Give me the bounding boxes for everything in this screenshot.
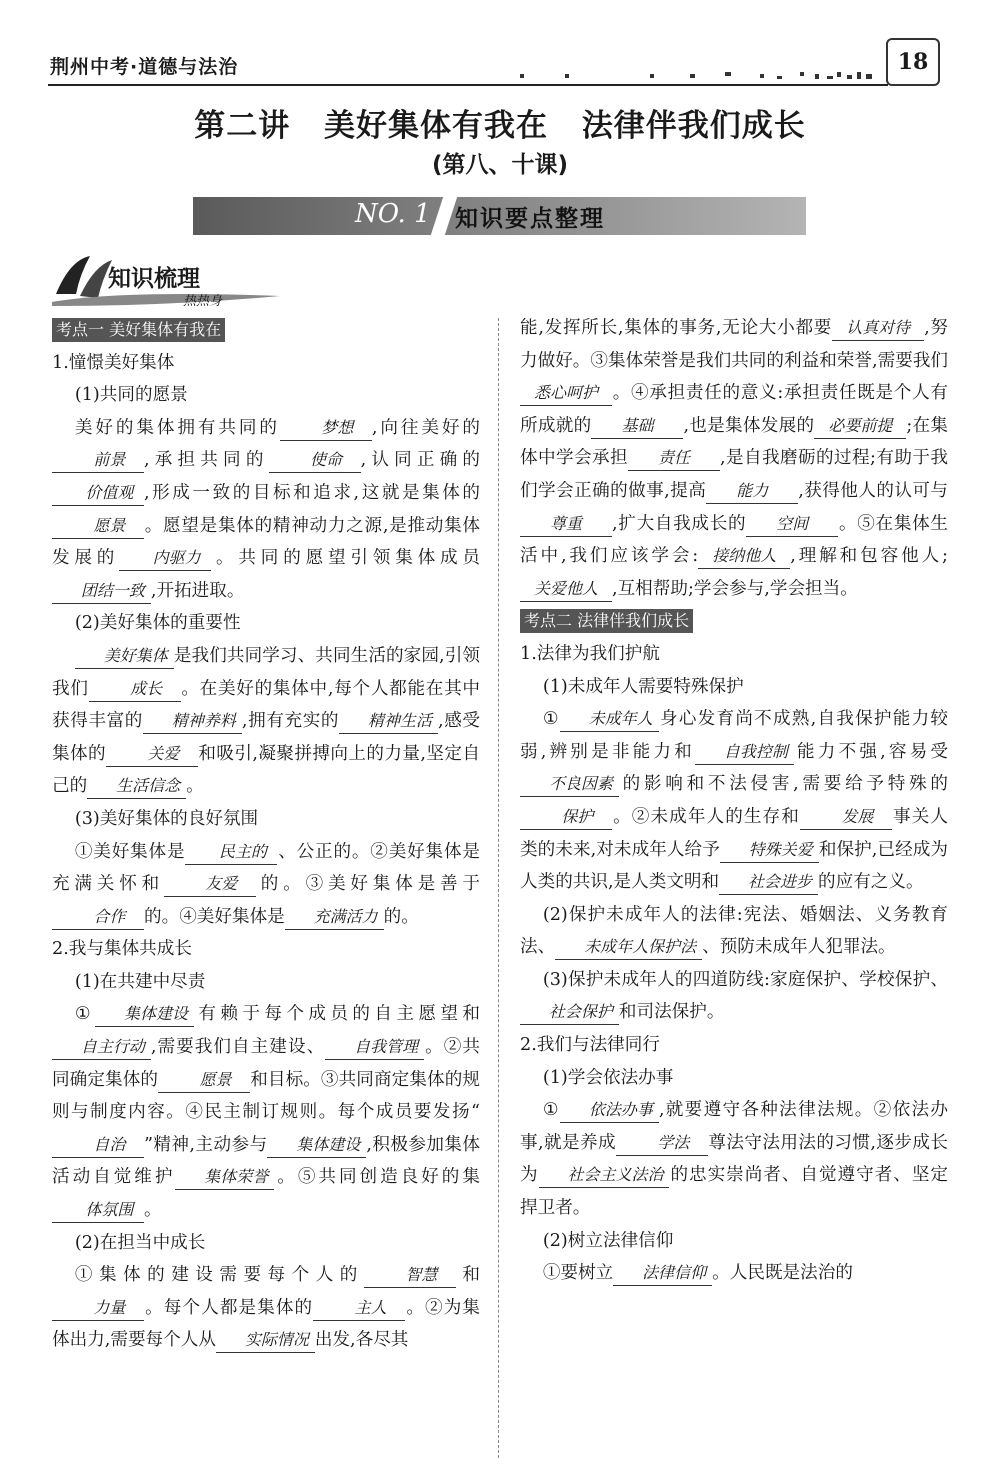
sub-heading: (1)学会依法办事: [542, 1067, 674, 1088]
answer-blank: 关爱: [106, 742, 198, 767]
topic-heading: 考点一 美好集体有我在: [52, 318, 225, 342]
answer-blank: 依法办事: [560, 1098, 659, 1123]
answer-blank: 力量: [52, 1296, 144, 1321]
answer-blank: 接纳他人: [698, 544, 790, 569]
paragraph: ① 集体建设 有赖于每个成员的自主愿望和自主行动 ,需要我们自主建设、 自我管理 。②共同确定集体的 愿景 和目标。③共同商定集体的规则与制度内容。④民主制订规则。每个成员要发扬“自治 ”精神,主动参与 集体建设 ,积极参加集体活动自觉维护 集体荣誉 。⑤共同创造良好的集体氛围 。: [52, 998, 480, 1226]
paragraph: ① 依法办事 ,就要遵守各种法律法规。②依法办事,就是养成 学法 尊法守法用法的习惯,逐步成长为 社会主义法治 的忠实崇尚者、自觉遵守者、坚定捍卫者。: [520, 1100, 948, 1219]
answer-blank: 实际情况: [216, 1328, 315, 1353]
answer-blank: 责任: [628, 446, 720, 471]
item-heading: 1.憧憬美好集体: [52, 352, 175, 373]
section-subtitle: 热热身: [183, 294, 223, 309]
answer-blank: 集体建设: [267, 1133, 366, 1158]
answer-blank: 前景: [52, 448, 144, 473]
answer-blank: 社会保护: [520, 1000, 619, 1025]
answer-blank: 自主行动: [52, 1035, 151, 1060]
paragraph: 能,发挥所长,集体的事务,无论大小都要 认真对待 ,努力做好。③集体荣誉是我们共同的利益和荣誉,需要我们悉心呵护 。④承担责任的意义:承担责任既是个人有所成就的 基础 ,也是集体发展的 必要前提 ;在集体中学会承担 责任 ,是自我磨砺的过程;有助于我们学会正确的做事,提高 能力 ,获得他人的认可与尊重 ,扩大自我成长的 空间 。⑤在集体生活中,我们应该学会: 接纳他人 ,理解和包容他人;关爱他人 ,互相帮助;学会参与,学会担当。: [520, 312, 948, 605]
answer-blank: 合作: [52, 905, 144, 930]
header-rule: [48, 84, 888, 86]
answer-blank: 不良因素: [520, 772, 619, 797]
answer-blank: 愿景: [158, 1068, 250, 1093]
answer-blank: 能力: [706, 479, 798, 504]
answer-blank: 悉心呵护: [520, 381, 612, 406]
answer-blank: 法律信仰: [613, 1261, 712, 1286]
answer-blank: 未成年人保护法: [555, 935, 702, 960]
answer-blank: 基础: [591, 414, 683, 439]
answer-blank: 成长: [89, 677, 181, 702]
answer-blank: 内驱力: [119, 546, 211, 571]
left-column: [52, 314, 480, 1357]
header-decorative-dots: [515, 66, 895, 82]
answer-blank: 保护: [520, 805, 612, 830]
answer-blank: 价值观: [52, 481, 144, 506]
answer-blank: 生活信念: [87, 774, 186, 799]
answer-blank: 未成年人: [560, 707, 659, 732]
item-heading: 2.我与集体共成长: [52, 939, 192, 960]
paragraph: 美好的集体拥有共同的 梦想 ,向往美好的前景 ,承担共同的 使命 ,认同正确的价值观 ,形成一致的目标和追求,这就是集体的愿景 。愿望是集体的精神动力之源,是推动集体发展的 内驱力 。共同的愿望引领集体成员团结一致 ,开拓进取。: [52, 412, 480, 608]
answer-blank: 关爱他人: [520, 577, 612, 602]
answer-blank: 精神养料: [143, 709, 242, 734]
answer-blank: 必要前提: [814, 414, 906, 439]
answer-blank: 美好集体: [75, 644, 174, 669]
page-number: 18: [886, 38, 940, 86]
topic-heading: 考点二 法律伴我们成长: [520, 609, 693, 633]
answer-blank: 社会主义法治: [539, 1163, 670, 1188]
answer-blank: 充满活力: [285, 905, 384, 930]
item-heading: 2.我们与法律同行: [520, 1035, 660, 1056]
sub-heading: (1)在共建中尽责: [74, 971, 206, 992]
sub-heading: (1)共同的愿景: [74, 385, 188, 406]
answer-blank: 发展: [800, 805, 892, 830]
answer-blank: 集体荣誉: [175, 1165, 274, 1190]
answer-blank: 自治: [52, 1133, 144, 1158]
answer-blank: 愿景: [52, 514, 144, 539]
answer-blank: 友爱: [164, 872, 256, 897]
answer-blank: 主人: [313, 1296, 405, 1321]
answer-blank: 梦想: [280, 416, 372, 441]
sub-heading: (1)未成年人需要特殊保护: [542, 676, 744, 697]
answer-blank: 民主的: [185, 840, 277, 865]
column-divider: [498, 318, 499, 1458]
answer-blank: 尊重: [520, 512, 612, 537]
sub-heading: (3)美好集体的良好氛围: [74, 808, 259, 829]
item-heading: 1.法律为我们护航: [520, 643, 660, 664]
sub-heading: (2)在担当中成长: [74, 1232, 206, 1253]
answer-blank: 自我管理: [325, 1035, 424, 1060]
answer-blank: 智慧: [364, 1263, 456, 1288]
answer-blank: 集体建设: [95, 1002, 194, 1027]
sub-heading: (2)美好集体的重要性: [74, 613, 241, 634]
section-title: 知识梳理: [108, 266, 200, 292]
header-series-title: 荆州中考·道德与法治: [50, 56, 239, 78]
paragraph: (3)保护未成年人的四道防线:家庭保护、学校保护、社会保护 和司法保护。: [520, 964, 948, 1029]
answer-blank: 认真对待: [832, 316, 924, 341]
answer-blank: 精神生活: [339, 709, 438, 734]
lesson-subtitle: (第八、十课): [431, 152, 569, 178]
banner-label: 知识要点整理: [455, 206, 605, 232]
paragraph: ① 未成年人 身心发育尚不成熟,自我保护能力较弱,辨别是非能力和 自我控制 能力不强,容易受不良因素 的影响和不法侵害,需要给予特殊的保护 。②未成年人的生存和 发展 事关人类的未来,对未成年人给予 特殊关爱 和保护,已经成为人类的共识,是人类文明和 社会进步 的应有之义。: [520, 703, 948, 899]
answer-blank: 社会进步: [719, 870, 818, 895]
answer-blank: 团结一致: [52, 579, 151, 604]
paragraph: ①美好集体是 民主的 、公正的。②美好集体是充满关怀和 友爱 的。③美好集体是善于合作 的。④美好集体是 充满活力 的。: [52, 836, 480, 934]
paragraph: ①集体的建设需要每个人的 智慧 和力量 。每个人都是集体的 主人 。②为集体出力,需要每个人从 实际情况 出发,各尽其: [52, 1259, 480, 1357]
banner-number: NO. 1: [355, 199, 431, 229]
answer-blank: 空间: [746, 512, 838, 537]
paragraph: (2)保护未成年人的法律:宪法、婚姻法、义务教育法、 未成年人保护法 、预防未成年人犯罪法。: [520, 899, 948, 964]
sub-heading: (2)树立法律信仰: [542, 1230, 674, 1251]
right-column: [520, 312, 948, 1290]
answer-blank: 自我控制: [695, 740, 794, 765]
answer-blank: 特殊关爱: [720, 838, 819, 863]
answer-blank: 学法: [616, 1131, 708, 1156]
lesson-title: 第二讲 美好集体有我在 法律伴我们成长: [194, 108, 806, 144]
answer-blank: 使命: [269, 448, 361, 473]
answer-blank: 体氛围: [52, 1198, 144, 1223]
paragraph: 美好集体 是我们共同学习、共同生活的家园,引领我们 成长 。在美好的集体中,每个人都能在其中获得丰富的 精神养料 ,拥有充实的 精神生活 ,感受集体的 关爱 和吸引,凝聚拼搏向上的力量,坚定自己的 生活信念 。: [52, 640, 480, 803]
paragraph: ①要树立 法律信仰 。人民既是法治的: [520, 1257, 948, 1290]
